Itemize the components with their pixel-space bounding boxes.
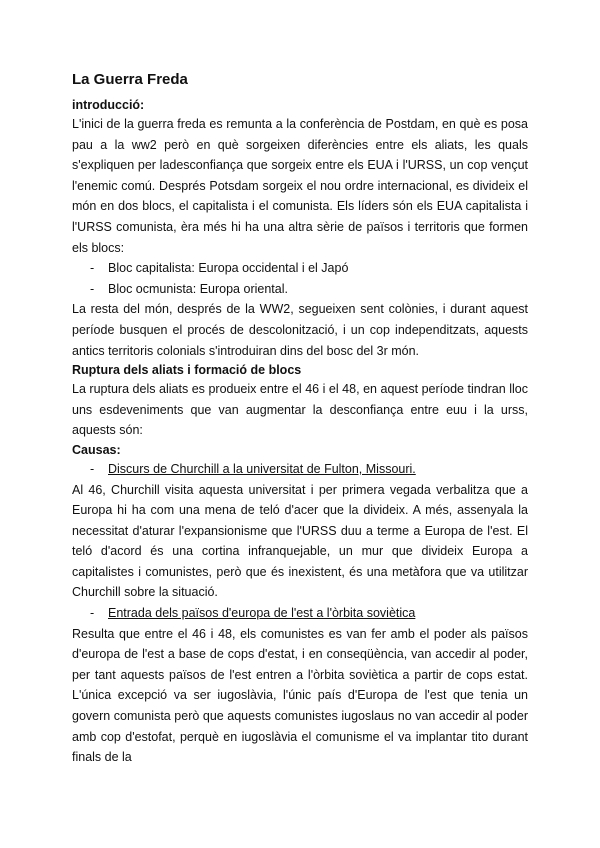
blocs-list (72, 258, 528, 299)
list-item (72, 459, 528, 480)
ruptura-paragraph: La ruptura dels aliats es produeix entre el 46 i el 48, en aquest període tindran lloc uns esdeveniments que van augmentar la desconfiança entre euu i la urss, aquests són: (72, 382, 528, 438)
bullet-dash: - (90, 261, 95, 276)
cause-1-title: Discurs de Churchill a la universitat de Fulton, Missouri. (108, 461, 416, 476)
cause-2-list (72, 603, 528, 624)
document-title: La Guerra Freda (72, 71, 188, 88)
intro-heading: introducció: (72, 98, 145, 112)
causes-heading: Causas: (72, 442, 121, 457)
cause-1-paragraph: Al 46, Churchill visita aquesta universitat i per primera vegada verbalitza que a Europa hi ha com una mena de teló d'acer que la divideix. A més, assenyala la necessitat d'aturar l'expansionisme que l'URSS duu a terme a Europa de l'est. El teló d'acord és una cortina infranquejable, un mur que divideix Europa a capitalistes i comunistes, però que és inexistent, és una metàfora que va utilitzar Churchill sobre la situació. (72, 482, 528, 600)
bullet-dash: - (90, 606, 95, 621)
bullet-dash: - (90, 461, 95, 476)
intro-paragraph: L'inici de la guerra freda es remunta a la conferència de Postdam, en què es posa pau a la ww2 però en què sorgeixen diferències entre els aliats, les quals s'expliquen per ladesconfiança que sorgeix entre els EUA i l'URSS, un cop vençut l'enemic comú. Després Potsdam sorgeix el nou ordre internacional, es divideix el món en dos blocs, el capitalista i el comunista. Els líders són els EUA capitalista i l'URSS comunista, èra més hi ha una altra sèrie de països i territoris que formen els blocs: (72, 117, 528, 255)
bullet-dash: - (90, 281, 95, 296)
intro-paragraph-2: La resta del món, després de la WW2, segueixen sent colònies, i durant aquest període busquen el procés de descolonització, i un cop independitzats, aquests antics territoris colonials s'introduiran dins del bosc del 3r món. (72, 302, 528, 358)
list-item (72, 603, 528, 624)
document-page (72, 70, 528, 768)
ruptura-heading: Ruptura dels aliats i formació de blocs (72, 363, 302, 378)
cause-1-list (72, 459, 528, 480)
cause-2-title: Entrada dels països d'europa de l'est a l'òrbita soviètica (108, 606, 416, 621)
list-item-text: Bloc capitalista: Europa occidental i el Japó (108, 261, 349, 276)
list-item-text: Bloc ocmunista: Europa oriental. (108, 281, 288, 296)
list-item (72, 258, 528, 279)
list-item (72, 279, 528, 300)
cause-2-paragraph: Resulta que entre el 46 i 48, els comunistes es van fer amb el poder als països d'europa de l'est a base de cops d'estat, i en conseqüència, van accedir al poder, per tant aquests països de l'est entren a l'òrbita soviètica a partir de cops estat. L'única excepció va ser iugoslàvia, l'únic país d'Europa de l'est que tenia un govern comunista però que aquests comunistes iugoslaus no van accedir al poder amb cop d'estofat, perquè en iugoslàvia el comunisme el va implantar tito durant finals de la (72, 626, 528, 765)
